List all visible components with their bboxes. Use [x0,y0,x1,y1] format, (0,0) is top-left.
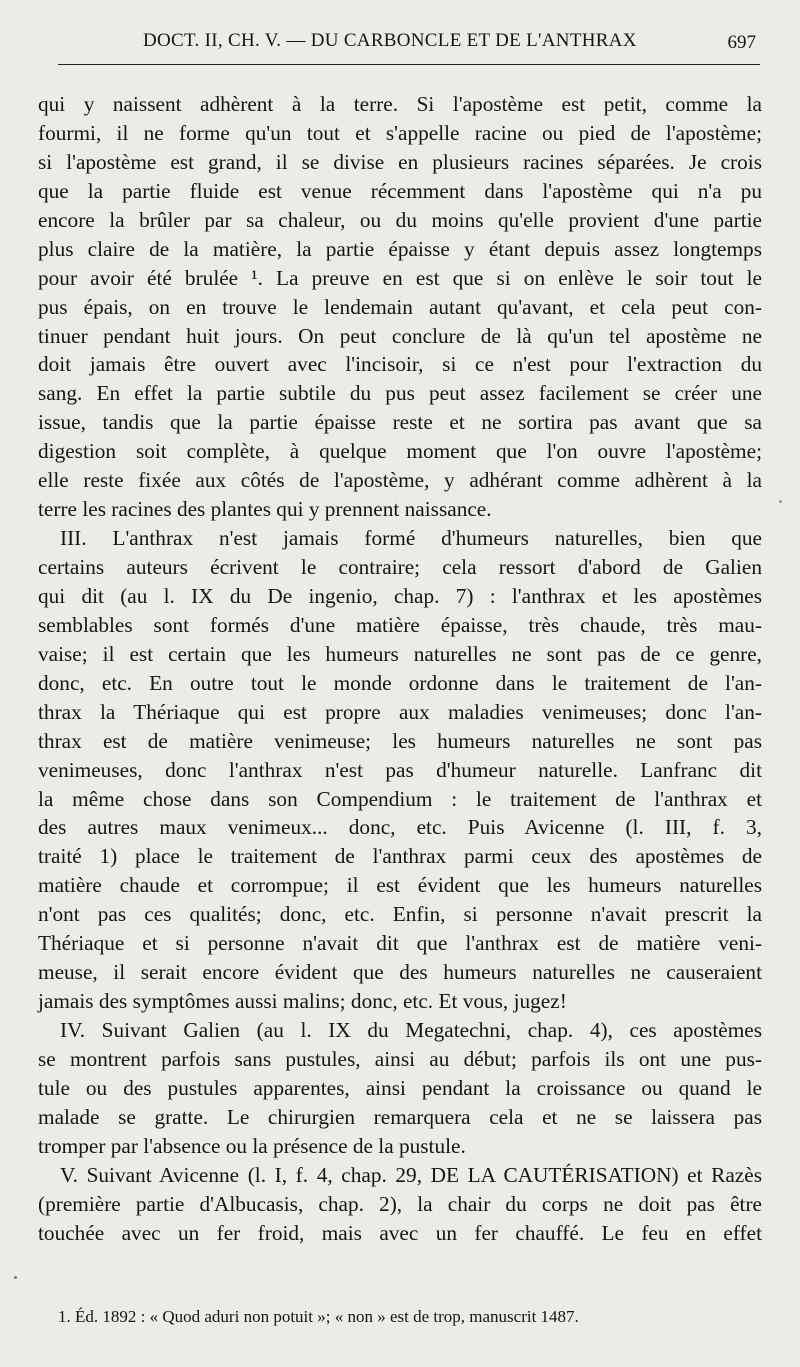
text-line: touchée avec un fer froid, mais avec un fer chauffé. Le feu en effet [38,1220,762,1245]
text-line: vaise; il est certain que les humeurs naturelles ne sont pas de ce genre, [38,641,762,666]
text-line: issue, tandis que la partie épaisse reste et ne sortira pas avant que sa [38,410,762,435]
text-line: si l'apostème est grand, il se divise en plusieurs racines séparées. Je crois [38,149,762,174]
text-line: la même chose dans son Compendium : le traitement de l'anthrax et [38,786,762,811]
text-line: Thériaque et si personne n'avait dit que l'anthrax est de matière veni- [38,931,762,956]
text-line: certains auteurs écrivent le contraire; cela ressort d'abord de Galien [38,555,762,579]
text-line: sang. En effet la partie subtile du pus peut assez facilement se créer une [38,381,762,406]
section-iv-start: IV. Suivant Galien (au l. IX du Megatechni, chap. 4), ces apostèmes [60,1018,762,1042]
text-line: thrax est de matière venimeuse; les humeurs naturelles ne sont pas [38,728,762,753]
text-line: doit jamais être ouvert avec l'incisoir, si ce n'est pour l'extraction du [38,352,762,377]
section-v-start: V. Suivant Avicenne (l. I, f. 4, chap. 29, DE LA CAUTÉRISATION) et Razès [60,1162,762,1187]
text-line: qui dit (au l. IX du De ingenio, chap. 7) : l'anthrax et les apostèmes [38,583,762,608]
page-header [38,24,760,60]
paper-speck [14,1276,17,1279]
section-iii-start: III. L'anthrax n'est jamais formé d'humeurs naturelles, bien que [60,526,762,551]
paragraph-end-line: jamais des symptômes aussi malins; donc, etc. Et vous, jugez! [38,989,567,1014]
text-line: matière chaude et corrompue; il est évident que les humeurs naturelles [38,873,762,898]
text-line: pour avoir été brulée ¹. La preuve en est que si on enlève le soir tout le [38,265,762,290]
text-line: tinuer pendant huit jours. On peut conclure de là qu'un tel apostème ne [38,323,762,348]
text-line: se montrent parfois sans pustules, ainsi au début; parfois ils ont une pus- [38,1046,762,1071]
footnote: 1. Éd. 1892 : « Quod aduri non potuit »; « non » est de trop, manuscrit 1487. [58,1307,579,1326]
text-line: que la partie fluide est venue récemment dans l'apostème qui n'a pu [38,178,762,203]
text-line: traité 1) place le traitement de l'anthrax parmi ceux des apostèmes de [38,844,762,869]
text-line: n'ont pas ces qualités; donc, etc. Enfin, si personne n'avait prescrit la [38,902,762,927]
text-line: pus épais, on en trouve le lendemain autant qu'avant, et cela peut con- [38,294,762,319]
header-rule [58,64,760,65]
text-line: encore la brûler par sa chaleur, ou du moins qu'elle provient d'une partie [38,207,762,232]
page-number: 697 [727,32,756,53]
text-line: (première partie d'Albucasis, chap. 2), la chair du corps ne doit pas être [38,1191,762,1216]
text-line: thrax la Thériaque qui est propre aux maladies venimeuses; donc l'an- [38,699,762,724]
text-line: tule ou des pustules apparentes, ainsi pendant la croissance ou quand le [38,1075,762,1100]
paper-speck [779,500,782,503]
text-line: fourmi, il ne forme qu'un tout et s'appelle racine ou pied de l'apostème; [38,120,762,145]
text-line: digestion soit complète, à quelque moment que l'on ouvre l'apostème; [38,439,762,464]
paragraph-end-line: tromper par l'absence ou la présence de la pustule. [38,1133,466,1158]
text-line: elle reste fixée aux côtés de l'apostème, y adhérant comme adhèrent à la [38,468,762,493]
running-title: DOCT. II, CH. V. — DU CARBONCLE ET DE L'ANTHRAX [143,30,637,51]
text-line: semblables sont formés d'une matière épaisse, très chaude, très mau- [38,612,762,637]
text-line: venimeuses, donc l'anthrax n'est pas d'humeur naturelle. Lanfranc dit [38,757,762,782]
text-line: qui y naissent adhèrent à la terre. Si l'apostème est petit, comme la [38,92,762,116]
text-line: plus claire de la matière, la partie épaisse y étant depuis assez longtemps [38,236,762,261]
text-line: meuse, il serait encore évident que des humeurs naturelles ne causeraient [38,960,762,985]
paragraph-end-line: terre les racines des plantes qui y prennent naissance. [38,497,492,522]
text-line: donc, etc. En outre tout le monde ordonne dans le traitement de l'an- [38,670,762,695]
text-line: malade se gratte. Le chirurgien remarquera cela et ne se laissera pas [38,1104,762,1129]
body-text [38,90,762,1248]
text-line: des autres maux venimeux... donc, etc. Puis Avicenne (l. III, f. 3, [38,815,762,840]
